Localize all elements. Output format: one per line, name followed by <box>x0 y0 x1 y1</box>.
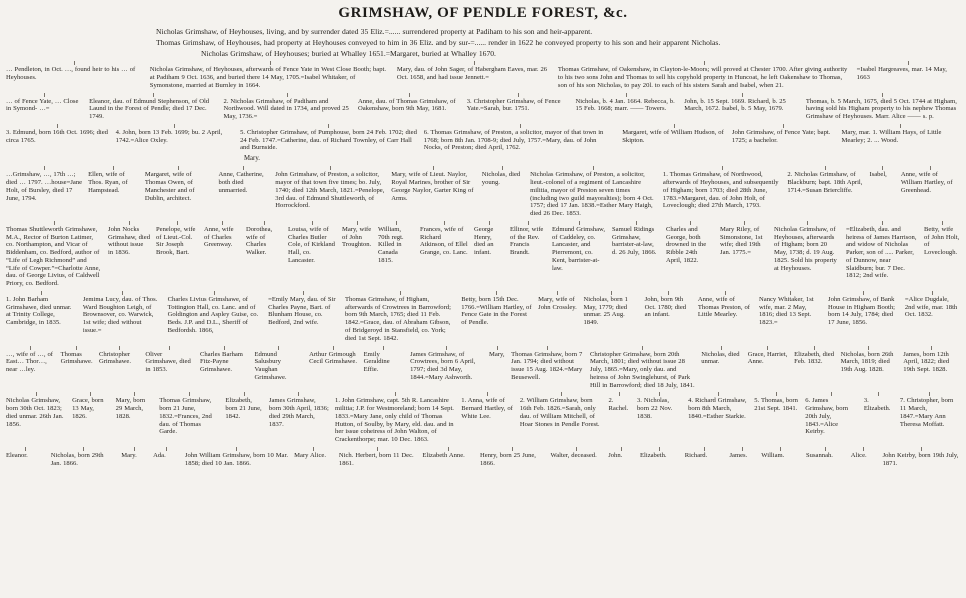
person-entry: Anne, Catherine, both died unmarried. <box>219 166 270 194</box>
person-entry: Frances, wife of Richard Atkinson, of Ellel Grange, co. Lanc. <box>420 221 468 257</box>
person-entry: John, born 9th Oct. 1780; died an infant. <box>645 291 692 319</box>
person-entry: Mary. <box>244 155 260 163</box>
person-entry: John, b. 15 Sept. 1669. Richard, b. 25 March, 1672. Isabel, b. 5 May, 1679. <box>684 93 800 114</box>
person-entry: Mary, born 29 March, 1828. <box>116 392 154 420</box>
person-entry: =Elizabeth, dau. and heiress of James Harrison, and widow of Nicholas Parker, son of ..... Parker, of Dunnow, near Slaidburn; bur. 7 Dec. 1812; 2nd wife. <box>846 221 918 280</box>
person-entry: James, born 12th April, 1822; died 19th Sept. 1828. <box>903 346 960 374</box>
person-entry: Nich. Herbert, born 11 Dec. 1861. <box>339 447 416 468</box>
person-entry: Charles Livius Grimshawe, of Tottington Hall, co. Lanc. and of Goldington and Aspley Guise, co. Beds. J.P. and D.L., Sheriff of Bedfordsh. 1866, <box>168 291 263 335</box>
person-entry: Anne, wife of Charles Greenway. <box>204 221 240 249</box>
person-entry: Mary, dau. of John Sager, of Habergham Eaves, mar. 26 Oct. 1658, and had issue Jennett.= <box>397 61 552 82</box>
person-entry: 5. Thomas, born 21st Sept. 1841. <box>754 392 799 413</box>
generation-row-3 <box>6 124 960 152</box>
person-entry: Nicholas, born 29th Jan. 1866. <box>51 447 116 468</box>
pedigree-tree <box>6 27 960 468</box>
person-entry: Elizabeth, born 21 June, 1842. <box>225 392 263 420</box>
person-entry: Nicholas Grimshaw, of Preston, a solicitor, lieut.-colonel of a regiment of Lancashire militia, mayor of Preston seven times (including two guild mayoralties); born 4 Oct. 1757; died 17 Jan. 1838.=Esther Mary Haigh, died 26 Dec. 1853. <box>530 166 657 218</box>
person-entry: Louisa, wife of Charles Butler Cole, of Kirkland Hall, co. Lancaster. <box>288 221 336 265</box>
person-entry: Jemima Lucy, dau. of Thos. Ward Boughton Leigh, of Brownsover, co. Warwick, 1st wife; died without issue.= <box>83 291 162 335</box>
person-entry: Anne, dau. of Thomas Grimshaw, of Oakenshaw, born 9th May, 1681. <box>358 93 461 114</box>
person-entry: =Emily Mary, dau. of Sir Charles Payne, Bart. of Blunham House, co. Bedford, 2nd wife. <box>268 291 339 327</box>
person-entry: Mary, mar. 1. William Hays, of Little Mearley; 2. ... Wood. <box>842 124 960 145</box>
person-entry: 2. Nicholas Grimshaw, of Blackburn; bapt. 18th April, 1714.=Susan Briercliffe. <box>787 166 863 194</box>
person-entry: George Henry, died an infant. <box>474 221 504 257</box>
person-entry: Nicholas, died unmar. <box>701 346 741 367</box>
person-entry: Nicholas Grimshaw, of Heyhouses; buried at Whalley 1651.=Margaret, buried at Whalley 1670. <box>201 49 496 59</box>
person-entry: =Isabel Hargreaves, mar. 14 May, 1663 <box>857 61 960 82</box>
person-entry: Mary, <box>489 346 505 359</box>
person-entry: … of Fence Yate, … Close in Symond- …= <box>6 93 83 114</box>
person-entry: Mary Alice. <box>294 447 333 460</box>
person-entry: Edmund Salusbury Vaughan Grimshawe. <box>255 346 304 382</box>
person-entry: Elizabeth Anne. <box>422 447 474 460</box>
person-entry: 6. James Grimshaw, born 20th July, 1843.=Alice Keirby. <box>805 392 858 436</box>
person-entry: Nicholas, born 1 May, 1779; died unmar. 25 Aug. 1849. <box>584 291 639 327</box>
person-entry: 4. Richard Grimshaw, born 8th March, 1840.=Esther Starkie. <box>688 392 748 420</box>
person-entry: James. <box>729 447 755 460</box>
person-entry: Thomas Grimshaw, of Oakenshaw, in Clayton-le-Moors; will proved at Chester 1700. After giving authority to his two sons John and Thomas to sell his copyhold property in Huncoat, he left Oakenshaw to Thomas, son of his son Nicholas, to pay 20l. to each of his sisters Sarah and Isabel, when 21. <box>558 61 851 89</box>
person-entry: Alice. <box>851 447 877 460</box>
person-entry: Charles Barham Fitz-Payne Grimshawe. <box>200 346 249 374</box>
person-entry: 2. William Grimshaw, born 16th Feb. 1826.=Sarah, only dau. of William Mitchell, of Hoar Stones in Pendle Forest. <box>520 392 603 428</box>
person-entry: Charles and George, both drowned in the Ribble 24th April, 1822. <box>666 221 714 265</box>
person-entry: Thomas Grimshawe. <box>61 346 93 367</box>
person-entry: Mary, wife of Lieut. Naylor, Royal Marines, brother of Sir George Naylor, Garter King of Arms. <box>391 166 476 202</box>
person-entry: Anne, wife of Thomas Preston, of Little Mearley. <box>698 291 753 319</box>
person-entry: 2. Nicholas Grimshaw, of Padiham and Northwood. Will dated in 1734, and proved 25 May, 1736.= <box>224 93 352 121</box>
person-entry: Ada. <box>153 447 179 460</box>
generation-row-7 <box>6 346 960 390</box>
person-entry: 5. Christopher Grimshaw, of Pumphouse, born 24 Feb. 1702; died 24 Feb. 1747.=Catherine, dau. of Richard Townley, of Carr Hall and Burnside. <box>240 124 418 152</box>
person-entry: Mary Riley, of Simonstone, 1st wife; died 19th Jan. 1775.= <box>720 221 768 257</box>
person-entry: Elizabeth, died Feb. 1832. <box>794 346 834 367</box>
person-entry: … Pendleton, in Oct. …, found heir to his … of Heyhouses. <box>6 61 144 82</box>
person-entry: Elizabeth. <box>640 447 679 460</box>
person-entry: William. <box>761 447 800 460</box>
generation-row-5 <box>6 221 960 288</box>
person-entry: Thomas Grimshaw, of Heyhouses, had property at Heyhouses conveyed to him in 36 Eliz. and by sur-=...... render in 1622 he conveyed property to his son and heir apparent Nicholas. <box>156 38 721 48</box>
person-entry: Eleanor, dau. of Edmund Stephenson, of Old Laund in the Forest of Pendle; died 17 Dec. 1749. <box>89 93 217 121</box>
person-entry: Margaret, wife of William Hudson, of Skipton. <box>622 124 726 145</box>
person-entry: William, 70th regt. Killed in Canada 1815. <box>378 221 414 265</box>
person-entry: Arthur Grimough Cecil Grimshawe. <box>309 346 358 367</box>
generation-row-9 <box>6 447 960 468</box>
person-entry: Isabel, <box>869 166 894 179</box>
person-entry: Betty, wife of John Holt, of Loveclough. <box>924 221 960 257</box>
person-entry: …, wife of …, of East… Thor…, near …ley. <box>6 346 55 374</box>
person-entry: John Grimshaw, of Fence Yate; bapt. 1725; a bachelor. <box>732 124 836 145</box>
person-entry: Penelope, wife of Lieut.-Col. Sir Joseph Brook, Bart. <box>156 221 198 257</box>
person-entry: Christopher Grimshawe. <box>99 346 139 367</box>
person-entry: John Grimshaw, of Preston, a solicitor, mayor of that town five times; bo. July, 1740; died 12th March, 1821.=Penelope, 3rd dau. of Edmund Shuttleworth, of Horrockford. <box>275 166 385 210</box>
person-entry: 3. Christopher Grimshaw, of Fence Yate.=Sarah, bur. 1751. <box>467 93 570 114</box>
ancestor-line-2 <box>6 38 960 47</box>
person-entry: Susannah. <box>806 447 845 460</box>
person-entry: John Grimshaw, of Bank House in Higham Booth; born 14 July, 1784; died 17 June, 1856. <box>828 291 899 327</box>
person-entry: Thomas Grimshaw, born 7 Jan. 1794; died without issue 15 Aug. 1824.=Mary Beusewell. <box>511 346 584 382</box>
page-title: GRIMSHAW, OF PENDLE FOREST, &c. <box>338 5 628 21</box>
person-entry: John William Grimshaw, born 10 Mar. 1858; died 10 Jan. 1866. <box>185 447 288 468</box>
person-entry: Samuel Ridings Grimshaw, barrister-at-law, d. 26 July, 1866. <box>612 221 660 257</box>
person-entry: Oliver Grimshawe, died in 1853. <box>145 346 194 374</box>
person-entry: James Grimshaw, born 30th April, 1836; died 29th March, 1837. <box>269 392 329 428</box>
ancestor-line-1 <box>6 27 960 36</box>
person-entry: James Grimshaw, of Crowtrees, born 6 April, 1797; died 3d May, 1844.=Mary Ashworth. <box>410 346 483 382</box>
person-entry: Dorothea, wife of Charles Walker. <box>246 221 282 257</box>
person-entry: Nicholas, born 26th March, 1819; died 19th Aug. 1828. <box>841 346 898 374</box>
person-entry: 1. John Grimshaw, capt. 5th R. Lancashire militia; J.P. for Westmoreland; born 14 Sept. 1833.=Mary Jane, only child of Thomas Hutton, of Soulby, by Mary, eld. dau. and in her issue coheiress of John Walton, of Crackenthorpe; mar. 10 Dec. 1863. <box>335 392 455 444</box>
person-entry: Thomas, b. 5 March, 1675, died 5 Oct. 1744 at Higham, having sold his Higham property to his nephew Thomas Grimshaw of Heyhouses. Marr. Alice —— s. p. <box>806 93 960 121</box>
person-entry: 3. Elizabeth. <box>864 392 894 413</box>
person-entry: Nicholas, died young. <box>482 166 524 187</box>
person-entry: Anne, wife of William Hartley, of Greenhead. <box>901 166 960 194</box>
person-entry: Ellen, wife of Thos. Ryan, of Hampstead. <box>88 166 139 194</box>
person-entry: Ellinor, wife of the Rev. Francis Brandt. <box>510 221 546 257</box>
person-entry: John Keirby, born 19th July, 1871. <box>883 447 960 468</box>
ancestor-line-3 <box>6 49 960 58</box>
generation-row-8 <box>6 392 960 444</box>
person-entry: 3. Edmund, born 16th Oct. 1696; died circa 1765. <box>6 124 110 145</box>
person-entry: =Alice Dugdale, 2nd wife, mar. 18th Oct. 1832. <box>905 291 960 319</box>
person-entry: Mary, wife of John Troughton. <box>342 221 372 249</box>
mary-child-row <box>6 155 960 163</box>
person-entry: Richard. <box>685 447 724 460</box>
person-entry: Grace, born 13 May, 1826. <box>72 392 110 420</box>
person-entry: Grace, Harriet, Anne. <box>748 346 788 367</box>
person-entry: Emily Geraldine Effie. <box>364 346 404 374</box>
person-entry: Thomas Grimshaw, of Higham, afterwards of Crowtrees in Barrowford; born 9th March, 1765; died 11 Feb. 1842.=Grace, dau. of Abraham Gibson, of Bridgeroyd in Stansfield, co. York; died 1st Sept. 1842. <box>345 291 455 343</box>
person-entry: Margaret, wife of Thomas Owen, of Manchester and of Dublin, architect. <box>145 166 213 202</box>
person-entry: 1. Anna, wife of Bernard Hartley, of White Lee. <box>461 392 514 420</box>
person-entry: 6. Thomas Grimshaw, of Preston, a solicitor, mayor of that town in 1768; born 8th Jan. 1708-9; died July, 1757.=Mary, dau. of John Nocks, of Preston; died April, 1762. <box>424 124 616 152</box>
person-entry: Thomas Grimshaw, born 21 June, 1832.=Frances, 2nd dau. of Thomas Garde. <box>159 392 219 436</box>
generation-row-1 <box>6 61 960 89</box>
person-entry: 4. John, born 13 Feb. 1699; bu. 2 April, 1742.=Alice Oxley. <box>116 124 234 145</box>
person-entry: Mary. <box>121 447 147 460</box>
person-entry: Edmund Grimshaw, of Caddeley, co. Lancaster, and Pierremont, co. Kent, barrister-at-law. <box>552 221 606 273</box>
person-entry: 2. Rachel. <box>608 392 631 413</box>
person-entry: Betty, born 15th Dec. 1766.=William Hartley, of Fence Gate in the Forest of Pendle. <box>461 291 532 327</box>
person-entry: Nicholas Grimshaw, born 30th Oct. 1823; died unmar. 26th Jan. 1856. <box>6 392 66 428</box>
person-entry: Eleanor. <box>6 447 45 460</box>
person-entry: …Grimshaw, …, 17th …; died … 1797. …house=Jane Holt, of Bursley, died 17 June, 1794. <box>6 166 82 202</box>
person-entry: 3. Nicholas, born 22 Nov. 1838. <box>637 392 682 420</box>
person-entry: Mary, wife of John Crossley. <box>538 291 577 312</box>
person-entry: Henry, born 25 June, 1866. <box>480 447 545 468</box>
person-entry: Nicholas Grimshaw, of Heyhouses, afterwards of Higham; born 20 May, 1738; d. 19 Aug. 1825. Sold his property at Heyhouses. <box>774 221 840 273</box>
person-entry: 1. John Barham Grimshawe, died unmar. at Trinity College, Cambridge, in 1835. <box>6 291 77 327</box>
generation-row-4 <box>6 166 960 218</box>
person-entry: Walter, deceased. <box>551 447 603 460</box>
person-entry: 1. Thomas Grimshaw, of Northwood, afterwards of Heyhouses, and subsequently of Higham; born 1703; died 28th June, 1783.=Margaret, dau. of John Holt, of Loveclough; died 27th March, 1793. <box>663 166 781 210</box>
generation-row-6 <box>6 291 960 343</box>
generation-row-2 <box>6 93 960 121</box>
person-entry: Nicholas, b. 4 Jan. 1664. Rebecca, b. 15 Feb. 1668; marr. —— Towers. <box>576 93 679 114</box>
person-entry: 7. Christopher, born 11 March, 1847.=Mary Ann Theresa Moffatt. <box>900 392 960 428</box>
person-entry: Nicholas Grimshaw, of Heyhouses, afterwards of Fence Yate in West Close Booth; bapt. at Padiham 9 Oct. 1636, and buried there 14 May, 1705.=Isabel Whitaker, of Symonstone, married at Burnley in 1664. <box>150 61 391 89</box>
person-entry: Christopher Grimshaw, born 20th March, 1801; died without issue 28 July, 1865.=Mary, only dau. and heiress of John Swinglehurst, of Park Hill in Barrowford; died 18 July, 1841. <box>590 346 695 390</box>
person-entry: Nicholas Grimshaw, of Heyhouses, living, and by surrender dated 35 Eliz.=...... surrendered property at Padiham to his son and heir-apparent. <box>156 27 593 36</box>
person-entry: John Nocks Grimshaw, died without issue in 1836. <box>108 221 150 257</box>
person-entry: Nancy Whitaker, 1st wife, mar. 2 May, 1816; died 13 Sept. 1823.= <box>759 291 822 327</box>
person-entry: Thomas Shuttleworth Grimshawe, M.A., Rector of Burton Latimer, co. Northampton, and Vicar of Biddenham, co. Bedford, author of “Life of Legh Richmond” and “Life of Cowper.”=Charlotte Anne, dau. of George Livius, of Caldwell Priory, co. Bedford. <box>6 221 102 288</box>
person-entry: John. <box>608 447 634 460</box>
